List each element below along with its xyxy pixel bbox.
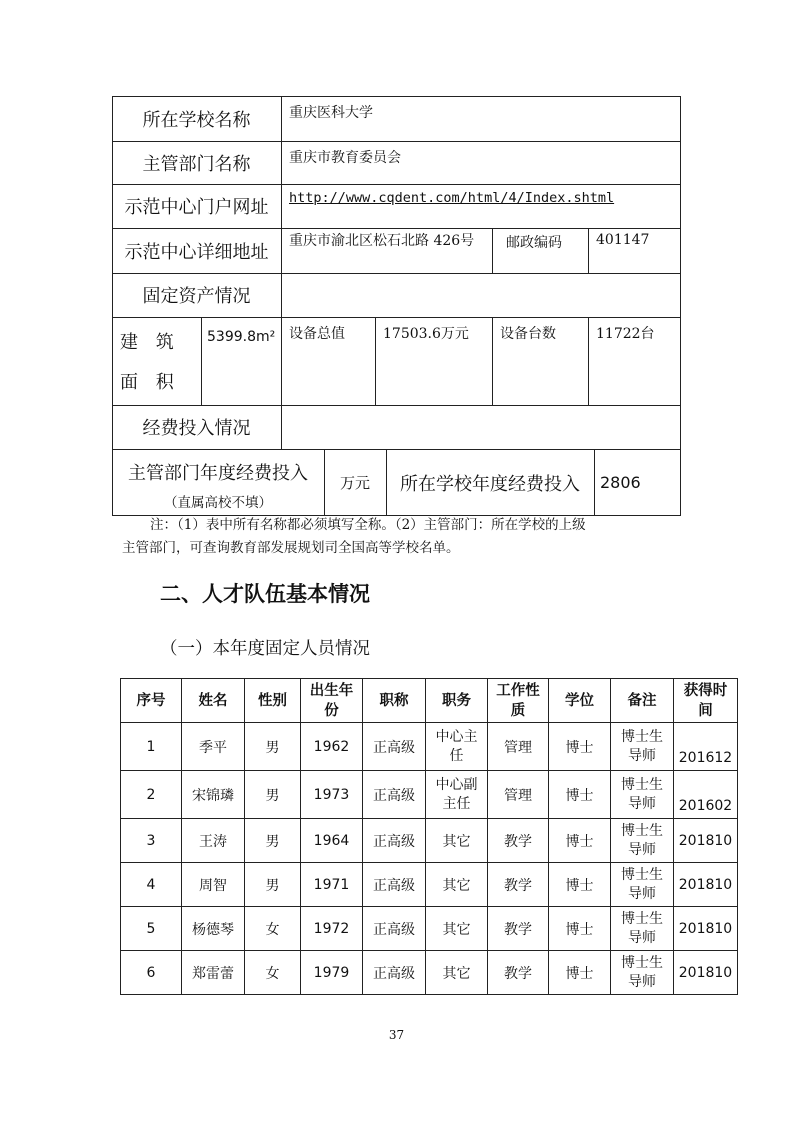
building-area-value: 5399.8m² bbox=[207, 329, 276, 345]
fixed-assets-label: 固定资产情况 bbox=[142, 286, 251, 307]
staff-table-header-row bbox=[121, 679, 738, 723]
cell-name: 王涛 bbox=[182, 819, 245, 863]
cell-year: 1964 bbox=[301, 819, 363, 863]
cell-gender: 男 bbox=[245, 771, 301, 819]
cell-gender: 女 bbox=[245, 907, 301, 951]
school-name-value: 重庆医科大学 bbox=[289, 105, 373, 121]
cell-no: 6 bbox=[121, 951, 182, 995]
cell-no: 3 bbox=[121, 819, 182, 863]
address-value: 重庆市渝北区松石北路 426号 bbox=[289, 233, 475, 249]
address-label: 示范中心详细地址 bbox=[124, 241, 269, 263]
header-cell: 职称 bbox=[363, 679, 426, 723]
cell-gender: 男 bbox=[245, 819, 301, 863]
school-name-label: 所在学校名称 bbox=[142, 109, 251, 131]
cell-time: 201612 bbox=[674, 723, 738, 771]
table-row bbox=[121, 723, 738, 771]
cell-remark: 博士生导师 bbox=[611, 863, 674, 907]
cell-year: 1962 bbox=[301, 723, 363, 771]
staff-table bbox=[120, 678, 738, 995]
cell-time: 201810 bbox=[674, 819, 738, 863]
table-row bbox=[121, 907, 738, 951]
page-number: 37 bbox=[388, 1028, 405, 1042]
portal-url-link[interactable]: http://www.cqdent.com/html/4/Index.shtml bbox=[289, 190, 615, 206]
cell-duty: 中心副主任 bbox=[426, 771, 488, 819]
table-row bbox=[121, 951, 738, 995]
funding-label: 经费投入情况 bbox=[142, 418, 251, 439]
cell-gender: 男 bbox=[245, 863, 301, 907]
cell-time: 201602 bbox=[674, 771, 738, 819]
cell-degree: 博士 bbox=[549, 907, 611, 951]
cell-title: 正高级 bbox=[363, 863, 426, 907]
cell-title: 正高级 bbox=[363, 907, 426, 951]
cell-nature: 管理 bbox=[488, 723, 549, 771]
dept-funding-sub: （直属高校不填） bbox=[164, 495, 272, 511]
cell-gender: 女 bbox=[245, 951, 301, 995]
header-cell: 获得时间 bbox=[674, 679, 738, 723]
cell-degree: 博士 bbox=[549, 819, 611, 863]
dept-name-value: 重庆市教育委员会 bbox=[289, 150, 401, 166]
cell-degree: 博士 bbox=[549, 863, 611, 907]
cell-year: 1973 bbox=[301, 771, 363, 819]
equipment-total-label: 设备总值 bbox=[289, 326, 345, 342]
cell-year: 1979 bbox=[301, 951, 363, 995]
equipment-total-value: 17503.6万元 bbox=[383, 326, 469, 342]
cell-remark: 博士生导师 bbox=[611, 951, 674, 995]
cell-no: 2 bbox=[121, 771, 182, 819]
note-line-1: 注：（1）表中所有名称都必须填写全称。（2）主管部门：所在学校的上级 bbox=[150, 517, 586, 533]
header-cell: 学位 bbox=[549, 679, 611, 723]
header-cell: 性别 bbox=[245, 679, 301, 723]
portal-label: 示范中心门户网址 bbox=[124, 197, 269, 218]
cell-nature: 教学 bbox=[488, 907, 549, 951]
header-cell: 姓名 bbox=[182, 679, 245, 723]
cell-remark: 博士生导师 bbox=[611, 771, 674, 819]
header-cell: 备注 bbox=[611, 679, 674, 723]
cell-title: 正高级 bbox=[363, 723, 426, 771]
school-funding-value: 2806 bbox=[600, 473, 641, 492]
cell-duty: 中心主任 bbox=[426, 723, 488, 771]
cell-degree: 博士 bbox=[549, 723, 611, 771]
header-cell: 序号 bbox=[121, 679, 182, 723]
cell-title: 正高级 bbox=[363, 771, 426, 819]
cell-remark: 博士生导师 bbox=[611, 907, 674, 951]
cell-name: 季平 bbox=[182, 723, 245, 771]
cell-duty: 其它 bbox=[426, 907, 488, 951]
postcode-label: 邮政编码 bbox=[506, 235, 562, 251]
cell-nature: 教学 bbox=[488, 819, 549, 863]
note-line-2: 主管部门，可查询教育部发展规划司全国高等学校名单。 bbox=[122, 540, 460, 556]
cell-time: 201810 bbox=[674, 907, 738, 951]
cell-duty: 其它 bbox=[426, 819, 488, 863]
dept-funding-unit: 万元 bbox=[339, 474, 370, 492]
table-row bbox=[121, 819, 738, 863]
cell-name: 郑雷蕾 bbox=[182, 951, 245, 995]
cell-title: 正高级 bbox=[363, 819, 426, 863]
cell-nature: 教学 bbox=[488, 863, 549, 907]
dept-name-label: 主管部门名称 bbox=[142, 153, 251, 175]
cell-name: 杨德琴 bbox=[182, 907, 245, 951]
header-cell: 职务 bbox=[426, 679, 488, 723]
cell-time: 201810 bbox=[674, 863, 738, 907]
table-row bbox=[121, 771, 738, 819]
cell-name: 宋锦璘 bbox=[182, 771, 245, 819]
subsection-title: （一）本年度固定人员情况 bbox=[160, 639, 370, 659]
cell-year: 1971 bbox=[301, 863, 363, 907]
table-row bbox=[121, 863, 738, 907]
section-title: 二、人才队伍基本情况 bbox=[160, 582, 370, 606]
cell-no: 4 bbox=[121, 863, 182, 907]
cell-no: 5 bbox=[121, 907, 182, 951]
school-funding-label: 所在学校年度经费投入 bbox=[400, 473, 580, 495]
cell-gender: 男 bbox=[245, 723, 301, 771]
cell-title: 正高级 bbox=[363, 951, 426, 995]
building-area-label: 建 筑 面 积 bbox=[120, 332, 180, 393]
cell-year: 1972 bbox=[301, 907, 363, 951]
cell-time: 201810 bbox=[674, 951, 738, 995]
cell-name: 周智 bbox=[182, 863, 245, 907]
cell-remark: 博士生导师 bbox=[611, 819, 674, 863]
dept-funding-cell bbox=[112, 449, 324, 516]
cell-nature: 教学 bbox=[488, 951, 549, 995]
header-cell: 工作性质 bbox=[488, 679, 549, 723]
dept-funding-label: 主管部门年度经费投入 bbox=[128, 463, 308, 484]
col-divider bbox=[281, 405, 282, 449]
cell-duty: 其它 bbox=[426, 951, 488, 995]
header-cell: 出生年份 bbox=[301, 679, 363, 723]
postcode-value: 401147 bbox=[596, 232, 650, 248]
cell-no: 1 bbox=[121, 723, 182, 771]
cell-duty: 其它 bbox=[426, 863, 488, 907]
equipment-count-label: 设备台数 bbox=[500, 326, 556, 342]
cell-degree: 博士 bbox=[549, 771, 611, 819]
cell-degree: 博士 bbox=[549, 951, 611, 995]
equipment-count-value: 11722台 bbox=[596, 326, 655, 342]
cell-remark: 博士生导师 bbox=[611, 723, 674, 771]
cell-nature: 管理 bbox=[488, 771, 549, 819]
